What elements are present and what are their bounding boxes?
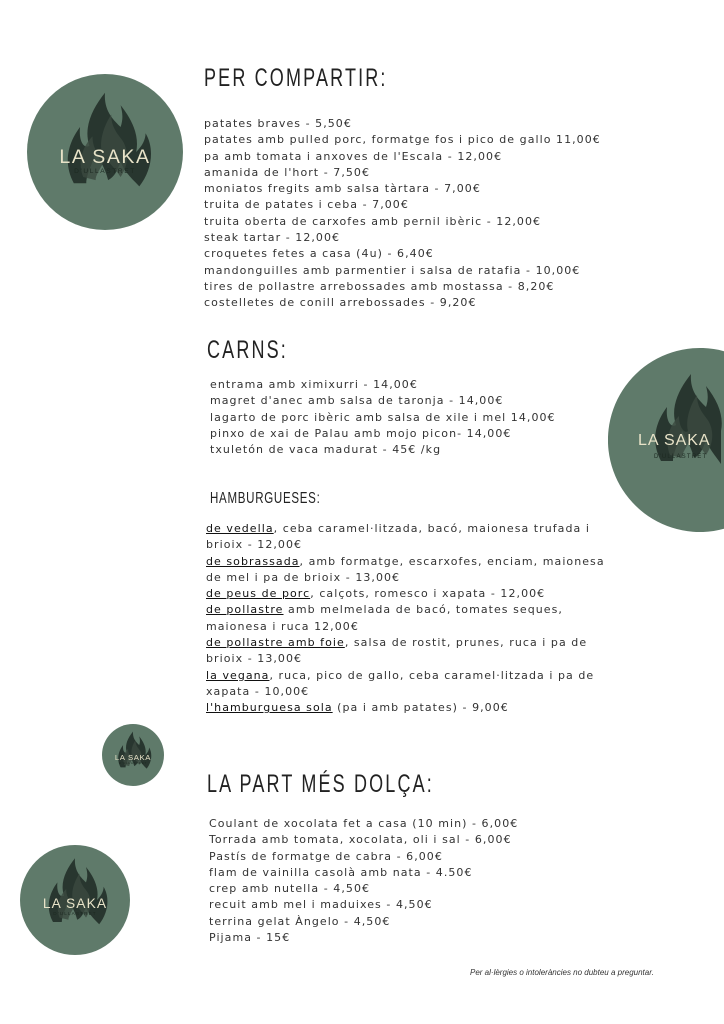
logo-subtitle: D'ULLASTRET xyxy=(53,911,97,916)
logo-subtitle: D'ULLASTRET xyxy=(118,761,148,766)
menu-item: patates amb pulled porc, formatge fos i pico de gallo 11,00€ xyxy=(204,133,601,147)
logo-name: LA SAKA xyxy=(114,752,152,762)
menu-item: crep amb nutella - 4,50€ xyxy=(209,882,371,896)
menu-item: magret d'anec amb salsa de taronja - 14,00€ xyxy=(210,394,504,408)
hamburgueses-list xyxy=(206,521,606,717)
burger-name: de vedella xyxy=(206,522,274,535)
menu-item: croquetes fetes a casa (4u) - 6,40€ xyxy=(204,247,434,261)
menu-item: patates braves - 5,50€ xyxy=(204,117,352,130)
burger-item xyxy=(206,668,606,701)
menu-item: mandonguilles amb parmentier i salsa de ratafia - 10,00€ xyxy=(204,263,581,277)
menu-item: moniatos fregits amb salsa tàrtara - 7,00€ xyxy=(204,182,481,196)
logo-name: LA SAKA xyxy=(638,432,711,449)
logo-subtitle: D'ULLASTRET xyxy=(654,454,708,460)
restaurant-logo xyxy=(608,348,724,532)
restaurant-logo xyxy=(20,845,130,955)
menu-item: truita de patates i ceba - 7,00€ xyxy=(204,198,409,212)
menu-item: Pijama - 15€ xyxy=(209,931,291,945)
allergy-note: Per al·lèrgies o intoleràncies no dubteu a preguntar. xyxy=(470,968,654,977)
section-title-per-compartir: PER COMPARTIR: xyxy=(204,64,388,92)
burger-name: l'hamburguesa sola xyxy=(206,701,333,715)
menu-item: entrama amb ximixurri - 14,00€ xyxy=(210,378,418,391)
burger-name: de pollastre xyxy=(206,603,284,617)
restaurant-logo xyxy=(27,74,183,230)
burger-name: de peus de porc xyxy=(206,587,311,601)
burger-description: , amb formatge, escarxofes, enciam, maionesa de mel i pa de brioix - 13,00€ xyxy=(206,554,605,584)
section-title-dolca: LA PART MÉS DOLÇA: xyxy=(207,770,434,798)
burger-item xyxy=(206,700,606,716)
menu-item: recuit amb mel i maduixes - 4,50€ xyxy=(209,898,433,912)
menu-item: Coulant de xocolata fet a casa (10 min) - 6,00€ xyxy=(209,817,519,830)
logo-name: LA SAKA xyxy=(59,145,151,168)
menu-item: truita oberta de carxofes amb pernil ibèric - 12,00€ xyxy=(204,214,542,228)
postres-list xyxy=(209,816,518,946)
burger-item xyxy=(206,602,606,635)
burger-description: , calçots, romesco i xapata - 12,00€ xyxy=(310,587,546,601)
menu-item: Pastís de formatge de cabra - 6,00€ xyxy=(209,849,443,863)
burger-description: , ruca, pico de gallo, ceba caramel·litzada i pa de xapata - 10,00€ xyxy=(206,668,595,698)
burger-name: de sobrassada xyxy=(206,554,300,568)
logo-name: LA SAKA xyxy=(42,895,108,911)
menu-item: terrina gelat Àngelo - 4,50€ xyxy=(209,914,391,928)
menu-item: flam de vainilla casolà amb nata - 4.50€ xyxy=(209,865,473,879)
burger-item xyxy=(206,635,606,668)
menu-item: steak tartar - 12,00€ xyxy=(204,231,341,245)
burger-description: , ceba caramel·litzada, bacó, maionesa trufada i brioix - 12,00€ xyxy=(206,522,590,552)
per-compartir-list xyxy=(204,116,601,312)
burger-name: de pollastre amb foie xyxy=(206,636,345,650)
menu-item: txuletón de vaca madurat - 45€ /kg xyxy=(210,443,442,457)
menu-item: pinxo de xai de Palau amb mojo picon- 14,00€ xyxy=(210,426,512,440)
section-title-hamburgueses: HAMBURGUESES: xyxy=(210,490,321,507)
menu-item: tires de pollastre arrebossades amb mostassa - 8,20€ xyxy=(204,279,555,293)
carns-list xyxy=(210,377,556,458)
burger-name: la vegana xyxy=(206,668,270,682)
menu-item: amanida de l'hort - 7,50€ xyxy=(204,165,371,179)
burger-description: amb melmelada de bacó, tomates seques, maionesa i ruca 12,00€ xyxy=(206,603,563,633)
burger-item xyxy=(206,554,606,587)
burger-item xyxy=(206,521,606,554)
burger-description: , salsa de rostit, prunes, ruca i pa de brioix - 13,00€ xyxy=(206,636,588,666)
menu-item: costelletes de conill arrebossades - 9,20€ xyxy=(204,296,477,310)
burger-description: (pa i amb patates) - 9,00€ xyxy=(332,701,509,715)
menu-item: pa amb tomata i anxoves de l'Escala - 12,00€ xyxy=(204,149,503,163)
menu-item: lagarto de porc ibèric amb salsa de xile i mel 14,00€ xyxy=(210,410,556,424)
burger-item xyxy=(206,586,606,602)
restaurant-logo xyxy=(102,724,164,786)
menu-item: Torrada amb tomata, xocolata, oli i sal - 6,00€ xyxy=(209,833,512,847)
section-title-carns: CARNS: xyxy=(207,336,288,364)
logo-subtitle: D'ULLASTRET xyxy=(74,167,136,175)
